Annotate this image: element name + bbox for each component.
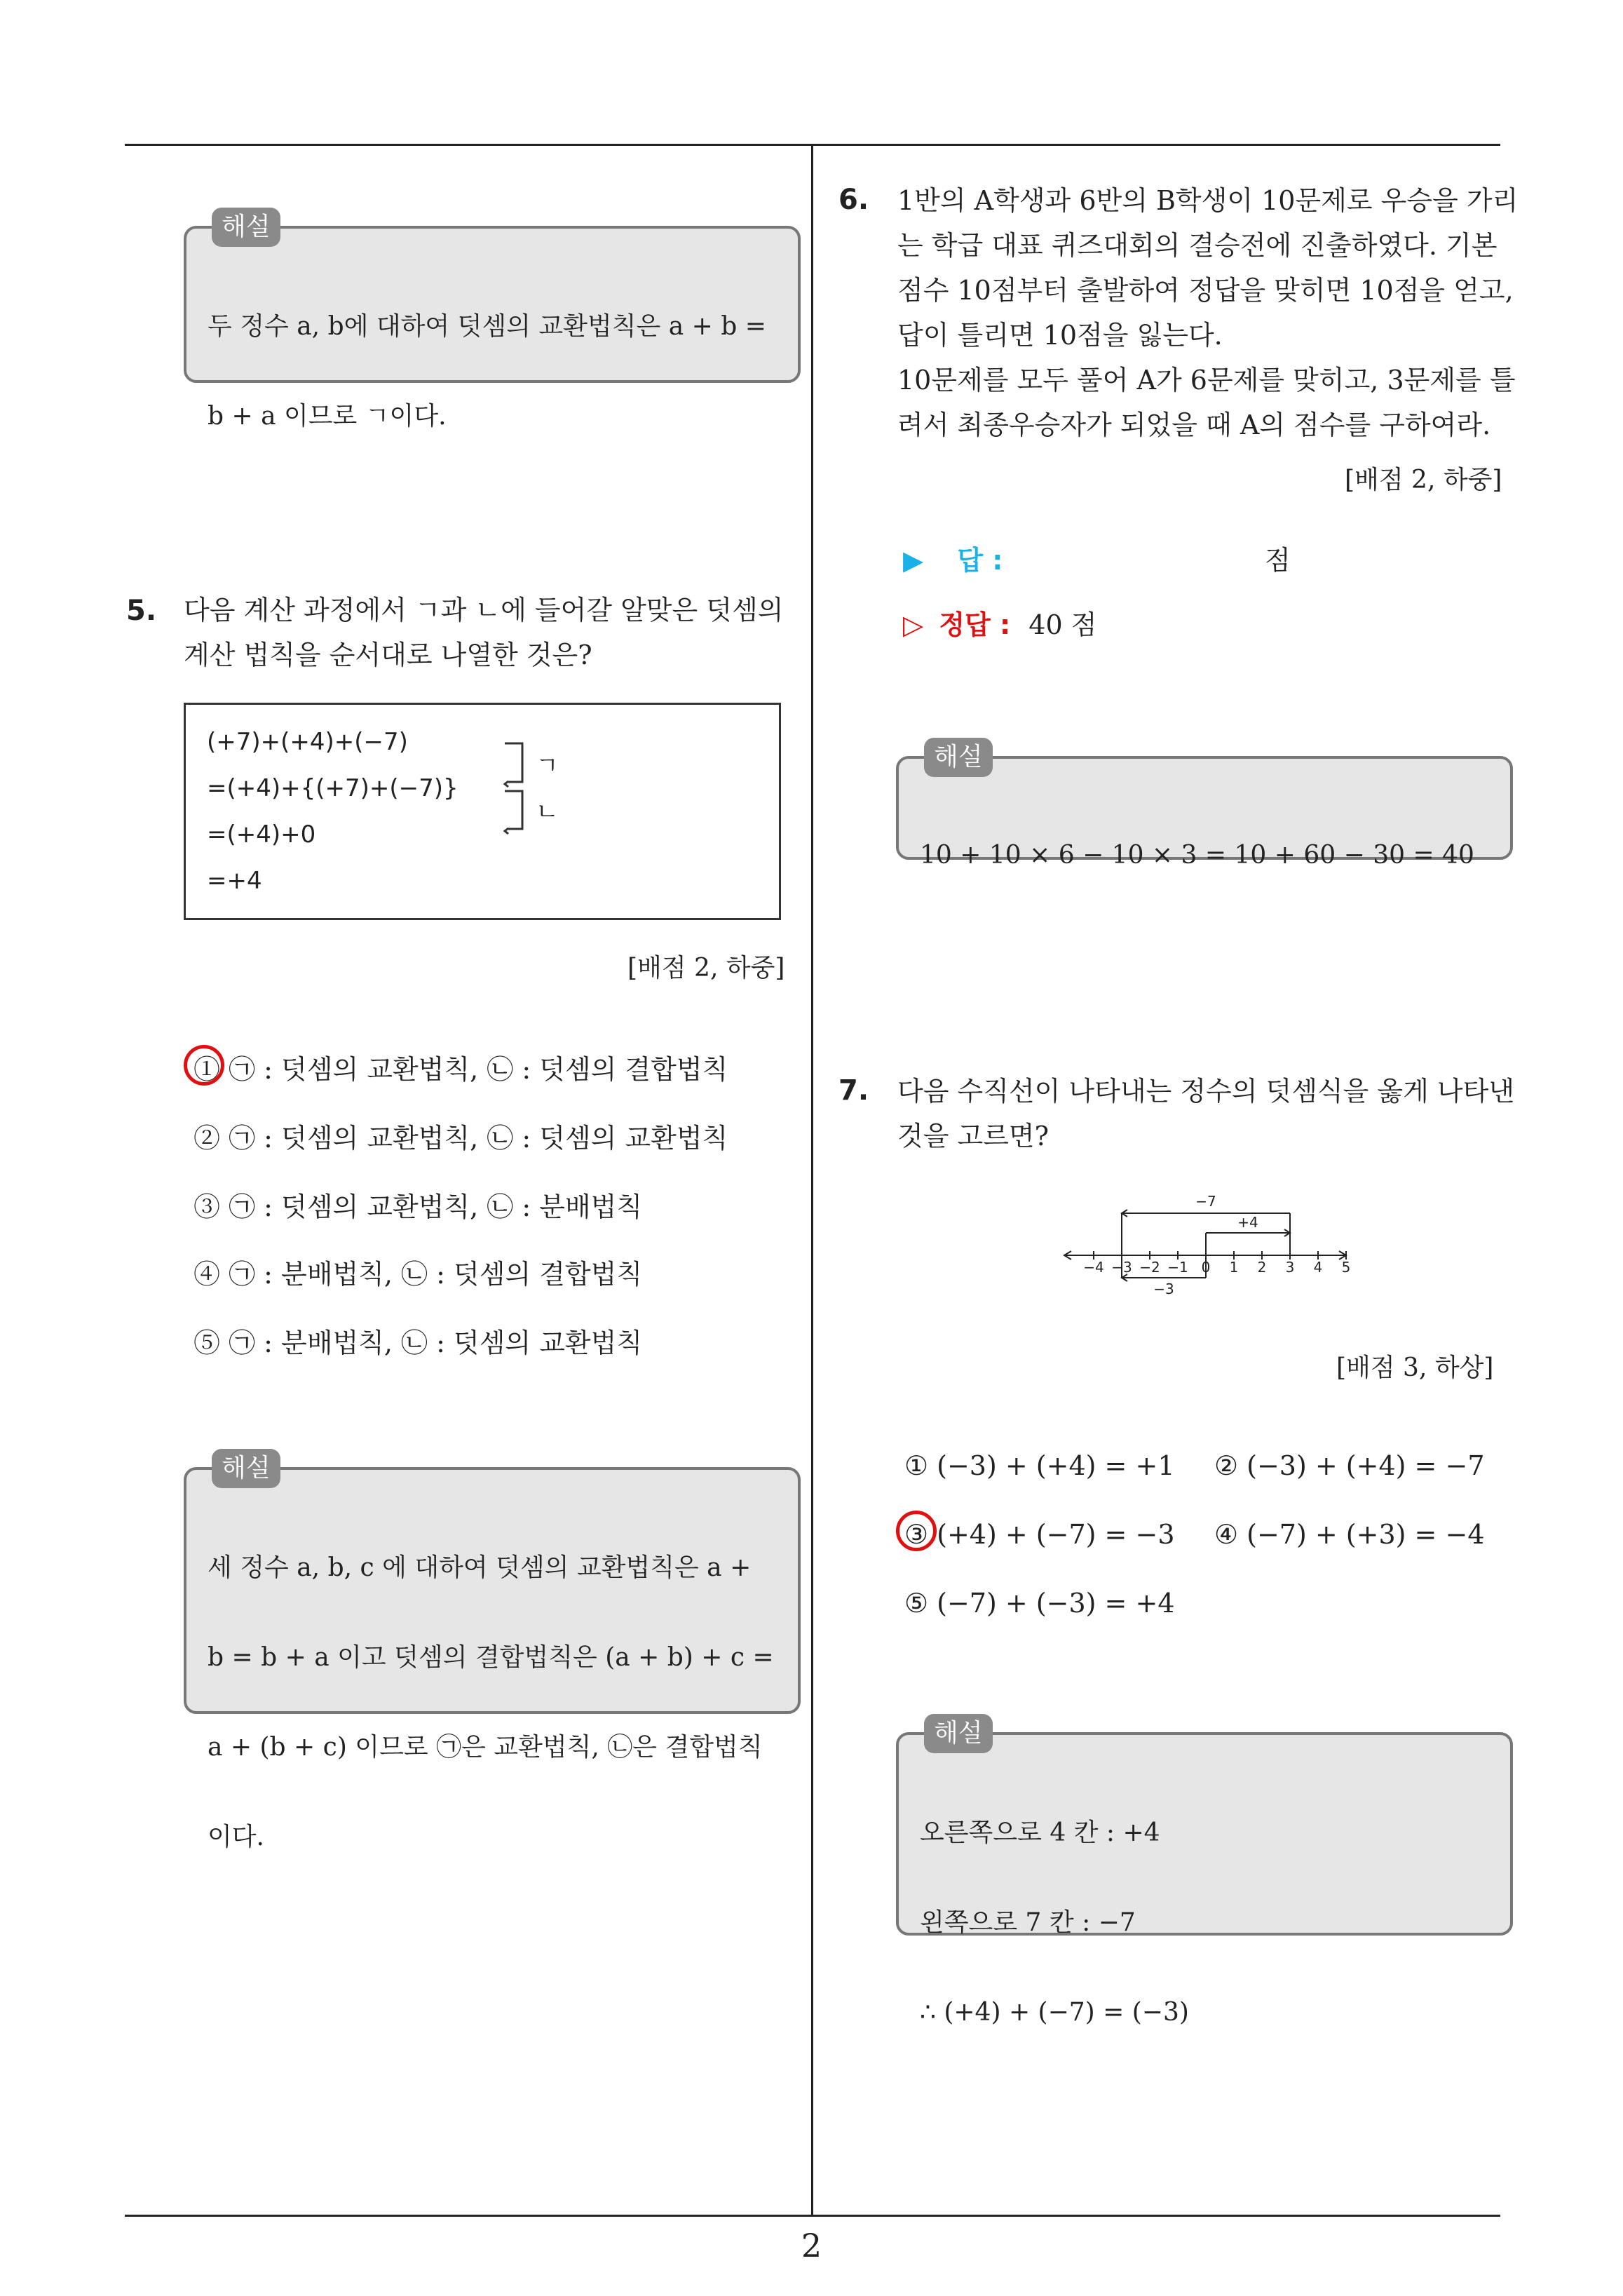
choice-2[interactable]: ② (−3) + (+4) = −7 [1214,1450,1485,1481]
correct-label: 정답 : [939,609,1011,640]
bottom-rule [125,2215,1500,2217]
question-number-5: 5. [126,595,157,627]
column-divider [811,144,813,2216]
correct-value: 40 점 [1028,609,1097,640]
answer-label: 답 : [957,545,1003,576]
answer-unit: 점 [1265,545,1291,576]
numberline-tick-label: −3 [1111,1259,1132,1276]
bracket-label-giyeok: ㄱ [536,752,559,780]
choice-1[interactable]: ① (−3) + (+4) = +1 [904,1450,1175,1481]
choice-4[interactable]: ④ (−7) + (+3) = −4 [1214,1519,1485,1550]
numberline-tick-label: −1 [1167,1259,1188,1276]
points-q6: [배점 2, 하중] [1345,466,1502,494]
choice-3[interactable]: ③ ㉠ : 덧셈의 교환법칙, ㉡ : 분배법칙 [193,1191,643,1222]
calc-line: (+7)+(+4)+(−7) [207,728,408,756]
solution-text: 두 정수 a, b에 대하여 덧셈의 교환법칙은 a + b = b + a 이므로 ㄱ이다. [208,312,766,431]
numberline-tick-label: 0 [1201,1259,1211,1276]
numberline-tick-label: −4 [1083,1259,1104,1276]
numberline-tick-label: 2 [1257,1259,1267,1276]
solution-box-q4 [184,212,801,431]
numberline-label-plus4: +4 [1237,1214,1258,1231]
solution-tag: 해설 [924,1714,993,1753]
numberline-tick-label: 3 [1285,1259,1295,1276]
calc-line: =+4 [207,867,262,895]
numberline-tick-label: 1 [1229,1259,1239,1276]
page-number: 2 [801,2227,822,2264]
outline-arrow-icon: ▷ [903,609,924,640]
solution-box-q7 [896,1719,1513,2027]
solution-text: 10 + 10 × 6 − 10 × 3 = 10 + 60 − 30 = 40 [920,841,1474,870]
choice-5[interactable]: ⑤ ㉠ : 분배법칙, ㉡ : 덧셈의 교환법칙 [193,1328,643,1358]
choice-4[interactable]: ④ ㉠ : 분배법칙, ㉡ : 덧셈의 결합법칙 [193,1259,643,1290]
question-number-6: 6. [838,184,869,216]
bracket-label-nieun: ㄴ [536,798,559,826]
solution-text: 세 정수 a, b, c 에 대하여 덧셈의 교환법칙은 a + b = b + a 이고 덧셈의 결합법칙은 (a + b) + c = a + (b + c) 이므로 ㉠은 교환법칙, ㉡은 결합법칙 이다. [208,1553,774,1851]
solution-box-q6 [896,743,1513,870]
numberline-tick-label: −2 [1139,1259,1160,1276]
solution-tag: 해설 [212,1449,280,1488]
question-5-text: 다음 계산 과정에서 ㄱ과 ㄴ에 들어갈 알맞은 덧셈의 계산 법칙을 순서대로 나열한 것은? [184,595,784,670]
calc-line: =(+4)+0 [207,821,316,849]
numberline-label-minus7: −7 [1195,1193,1216,1210]
solution-box-q5 [184,1454,801,1851]
points-q7: [배점 3, 하상] [1336,1353,1494,1382]
correct-answer-row [903,603,1096,642]
choice-2[interactable]: ② ㉠ : 덧셈의 교환법칙, ㉡ : 덧셈의 교환법칙 [193,1123,728,1154]
choice-3[interactable]: ③ (+4) + (−7) = −3 [904,1519,1175,1550]
question-number-7: 7. [838,1074,869,1107]
choice-5[interactable]: ⑤ (−7) + (−3) = +4 [904,1588,1175,1619]
calc-line: =(+4)+{(+7)+(−7)} [207,774,459,802]
calculation-box [184,703,781,920]
solution-text: 오른쪽으로 4 칸 : +4 왼쪽으로 7 칸 : −7 ∴ (+4) + (−7) = (−3) [920,1818,1189,2027]
points-q5: [배점 2, 하중] [627,954,785,982]
play-arrow-icon: ▶ [903,545,924,576]
calc-brackets [491,736,575,849]
numberline-tick-label: 4 [1313,1259,1323,1276]
solution-tag: 해설 [212,208,280,247]
choice-1[interactable]: ① ㉠ : 덧셈의 교환법칙, ㉡ : 덧셈의 결합법칙 [193,1054,728,1085]
solution-tag: 해설 [924,738,993,777]
answer-row [903,539,1003,577]
question-6-text: 1반의 A학생과 6반의 B학생이 10문제로 우승을 가리 는 학급 대표 퀴즈대회의 결승전에 진출하였다. 기본 점수 10점부터 출발하여 정답을 맞히면 10점을 얻고, 답이 틀리면 10점을 잃는다. 10문제를 모두 풀어 A가 6문제를 맞히고, 3문제를 틀 려서 최종우승자가 되었을 때 A의 점수를 구하여라. [897,185,1519,440]
numberline-tick-label: 5 [1341,1259,1351,1276]
number-line-figure [1059,1185,1353,1304]
numberline-label-minus3: −3 [1153,1281,1174,1297]
question-7-text: 다음 수직선이 나타내는 정수의 덧셈식을 옳게 나타낸 것을 고르면? [897,1076,1515,1152]
